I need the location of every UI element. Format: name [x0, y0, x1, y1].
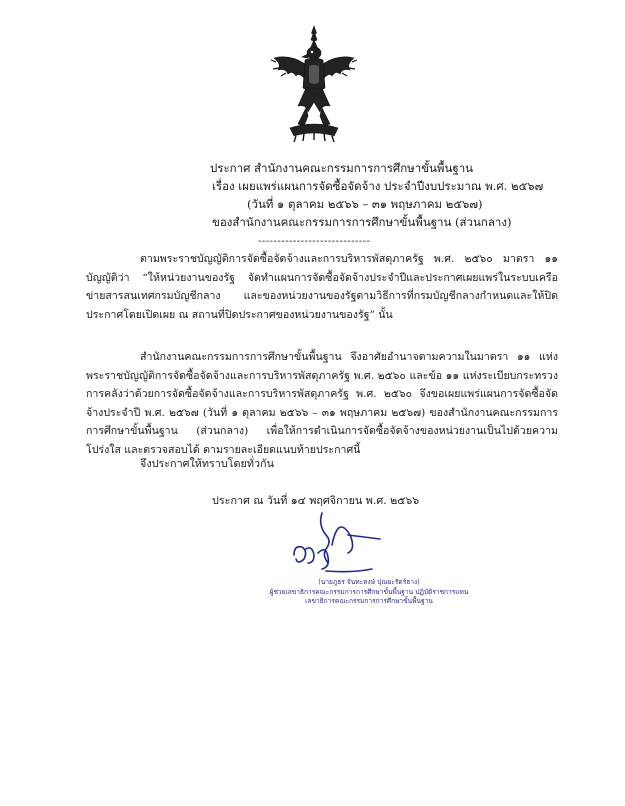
garuda-emblem-icon [268, 24, 360, 142]
heading-date-range: (วันที่ ๑ ตุลาคม ๒๕๖๖ – ๓๑ พฤษภาคม ๒๕๖๗) [247, 197, 483, 211]
heading-subject: เรื่อง เผยแพร่แผนการจัดซื้อจัดจ้าง ประจำปีงบประมาณ พ.ศ. ๒๕๖๗ [212, 179, 544, 193]
paragraph-1-text: ตามพระราชบัญญัติการจัดซื้อจัดจ้างและการบริหารพัสดุภาครัฐ พ.ศ. ๒๕๖๐ มาตรา ๑๑ บัญญัติว่า “ให้หน่วยงานของรัฐ จัดทำแผนการจัดซื้อจัดจ้างประจำปีและประกาศเผยแพร่ในระบบเครือข่ายสารสนเทศกรมบัญชีกลาง และของหน่วยงานของรัฐตามวิธีการที่กรมบัญชีกลางกำหนดและให้ปิดประกาศโดยเปิดเผย ณ สถานที่ปิดประกาศของหน่วยงานของรัฐ” นั้น [86, 253, 558, 321]
signatory-title: ผู้ช่วยเลขาธิการคณะกรรมการการศึกษาขั้นพื้นฐาน ปฏิบัติราชการแทน [269, 587, 469, 596]
heading-title: ประกาศ สำนักงานคณะกรรมการการศึกษาขั้นพื้นฐาน [210, 161, 474, 175]
paragraph-2 [86, 348, 558, 460]
signatory-title-2: เลขาธิการคณะกรรมการการศึกษาขั้นพื้นฐาน [305, 597, 433, 605]
announcement-date: ประกาศ ณ วันที่ ๑๔ พฤศจิกายน พ.ศ. ๒๕๖๖ [212, 494, 420, 507]
signatory-block [264, 578, 474, 607]
heading-separator: ----------------------------- [258, 236, 371, 247]
handwritten-signature [292, 505, 384, 577]
heading-organization: ของสำนักงานคณะกรรมการการศึกษาขั้นพื้นฐาน (ส่วนกลาง) [212, 215, 512, 229]
closing-line: จึงประกาศให้ทราบโดยทั่วกัน [140, 457, 274, 470]
signatory-name: (นายภูธร จันทะหงษ์ ปุณยะรัตร์ธาง) [318, 578, 420, 586]
paragraph-2-text: สำนักงานคณะกรรมการการศึกษาขั้นพื้นฐาน จึงอาศัยอำนาจตามความในมาตรา ๑๑ แห่งพระราชบัญญัติการจัดซื้อจัดจ้างและการบริหารพัสดุภาครัฐ พ.ศ. ๒๕๖๐ และข้อ ๑๑ แห่งระเบียบกระทรวงการคลังว่าด้วยการจัดซื้อจัดจ้างและการบริหารพัสดุภาครัฐ พ.ศ. ๒๕๖๐ จึงขอเผยแพร่แผนการจัดซื้อจัดจ้างประจำปี พ.ศ. ๒๕๖๗ (วันที่ ๑ ตุลาคม ๒๕๖๖ – ๓๑ พฤษภาคม ๒๕๖๗) ของสำนักงานคณะกรรมการการศึกษาขั้นพื้นฐาน (ส่วนกลาง) เพื่อให้การดำเนินการจัดซื้อจัดจ้างของหน่วยงานเป็นไปด้วยความโปร่งใส และตรวจสอบได้ ตามรายละเอียดแนบท้ายประกาศนี้ [86, 351, 558, 456]
paragraph-1 [86, 250, 558, 324]
